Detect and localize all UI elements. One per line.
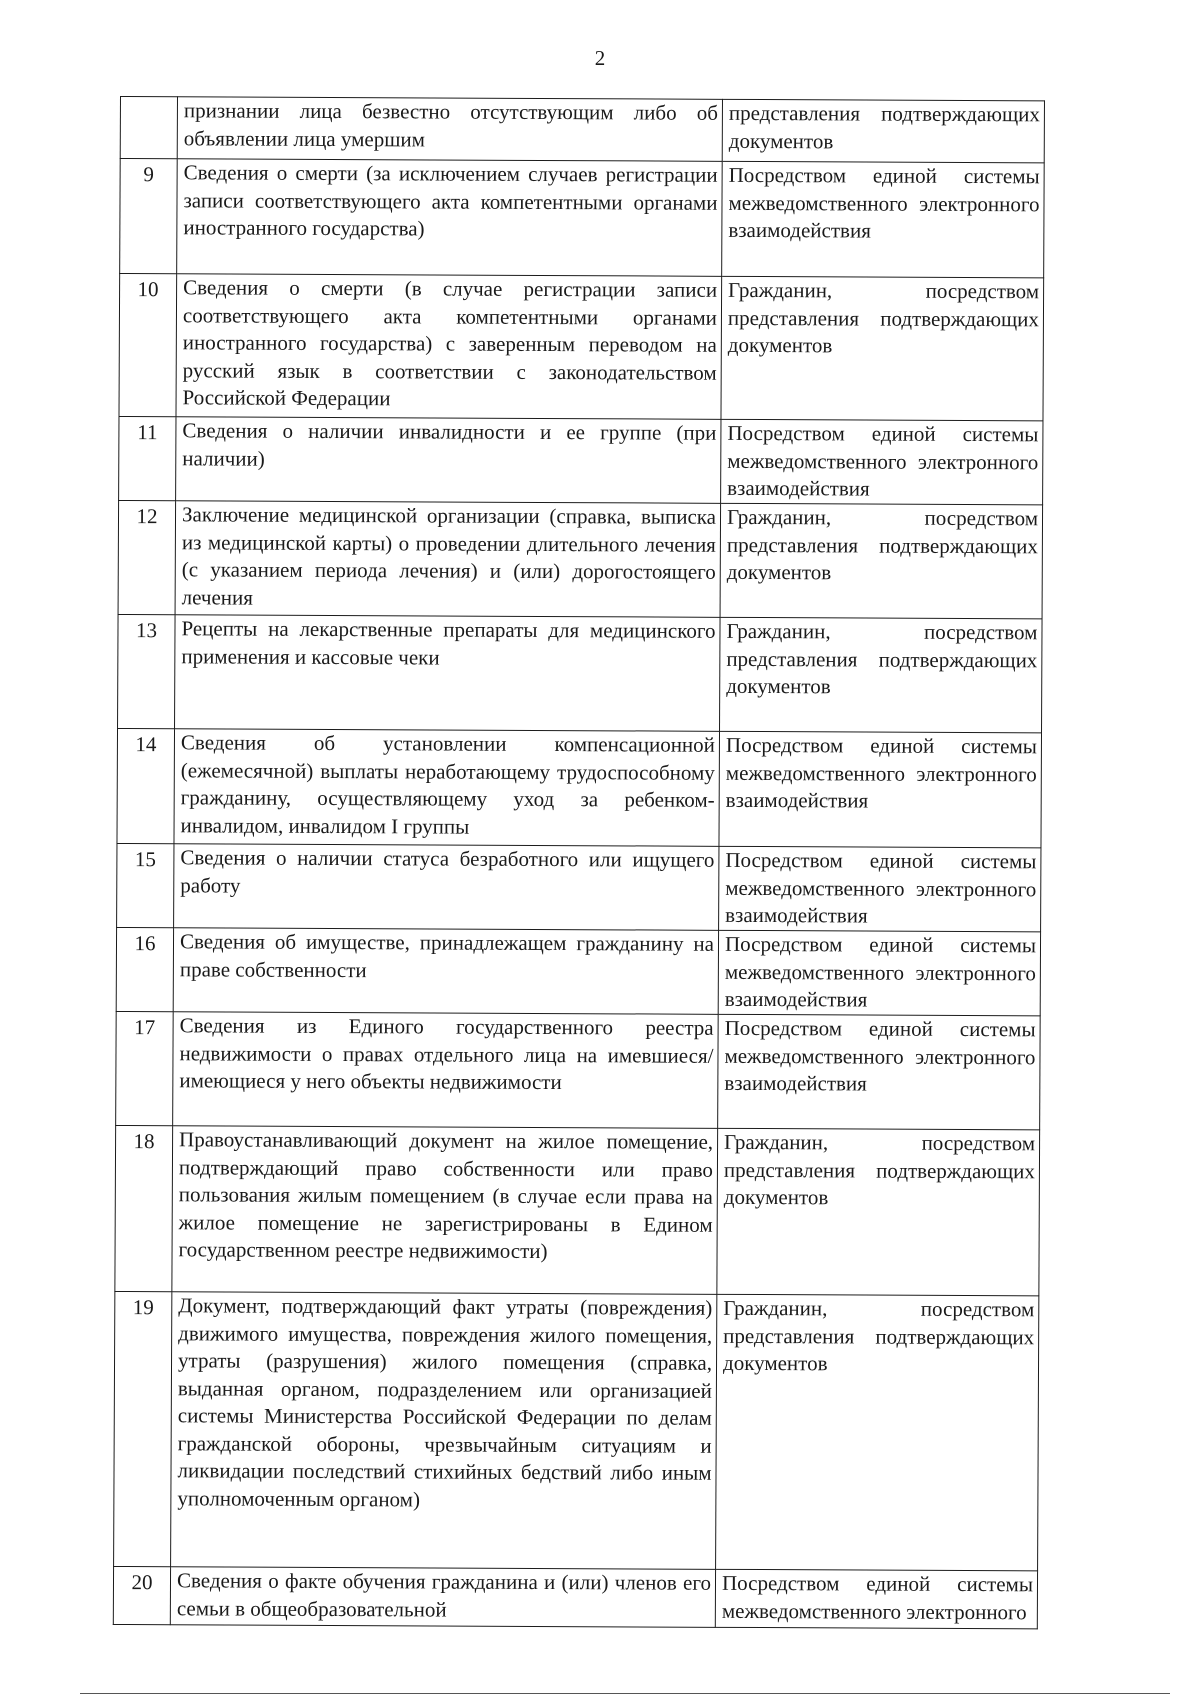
table-row [114, 1291, 1039, 1570]
documents-table [113, 96, 1045, 1629]
row-description: Документ, подтверждающий факт утраты (повреждения) движимого имущества, повреждения жилого помещения, утраты (разрушения) жилого помещения (справка, выданная органом, подразделением или организацией системы Министерства Российской Федерации по делам гражданской обороны, чрезвычайным ситуациям и ликвидации последствий стихийных бедствий либо иным уполномоченным органом) [171, 1292, 717, 1570]
row-source: Посредством единой системы межведомственного электронного взаимодействия [722, 161, 1045, 278]
row-number: 11 [119, 416, 176, 500]
row-description: Правоустанавливающий документ на жилое помещение, подтверждающий право собственности или право пользования жилым помещением (в случае если права на жилое помещение не зарегистрированы в Едином государственном реестре недвижимости) [172, 1126, 718, 1295]
table-row [118, 500, 1043, 618]
row-source: Гражданин, посредством представления подтверждающих документов [717, 1128, 1040, 1296]
row-source: Посредством единой системы межведомственного электронного взаимодействия [719, 846, 1041, 932]
table-row [119, 274, 1044, 421]
row-number: 12 [118, 500, 176, 614]
table-row [115, 1125, 1040, 1295]
table-row [120, 159, 1045, 278]
row-source: Посредством единой системы межведомственного электронного взаимодействия [718, 1014, 1041, 1130]
row-description: Сведения об установлении компенсационной (ежемесячной) выплаты неработающему трудоспособному гражданину, осуществляющему уход за ребенком-инвалидом, инвалидом I группы [174, 729, 720, 847]
row-number: 20 [113, 1566, 170, 1624]
row-source: представления подтверждающих документов [722, 99, 1044, 163]
row-number: 16 [116, 927, 173, 1011]
row-source: Посредством единой системы межведомственного электронного взаимодействия [721, 419, 1043, 505]
row-number: 17 [116, 1011, 174, 1125]
page-number: 2 [594, 46, 606, 70]
scan-edge-line [80, 1693, 1170, 1694]
table-row [116, 927, 1040, 1015]
row-number: 15 [117, 843, 174, 927]
row-number: 9 [120, 159, 178, 274]
table-row [117, 843, 1041, 931]
row-description: Сведения из Единого государственного реестра недвижимости о правах отдельного лица на имевшиеся/имеющиеся у него объекты недвижимости [173, 1012, 719, 1129]
row-source: Гражданин, посредством представления подтверждающих документов [716, 1294, 1039, 1571]
table-row [119, 416, 1043, 504]
table-row [118, 614, 1043, 732]
table-row [113, 1566, 1037, 1628]
table-row [116, 1011, 1041, 1129]
row-number: 10 [119, 274, 177, 417]
row-description: Сведения о факте обучения гражданина и (или) членов его семьи в общеобразовательной [170, 1567, 715, 1628]
row-description: Сведения о наличии инвалидности и ее группе (при наличии) [176, 417, 721, 504]
row-description: Сведения об имуществе, принадлежащем гражданину на праве собственности [173, 928, 718, 1015]
row-description: Сведения о наличии статуса безработного или ищущего работу [174, 844, 719, 931]
row-number: 18 [115, 1125, 173, 1291]
table-row [117, 728, 1042, 847]
row-number: 13 [118, 614, 176, 728]
row-description: Рецепты на лекарственные препараты для медицинского применения и кассовые чеки [175, 615, 721, 732]
row-source: Посредством единой системы межведомственного электронного взаимодействия [718, 930, 1040, 1016]
row-source: Гражданин, посредством представления подтверждающих документов [720, 503, 1043, 619]
row-description: Заключение медицинской организации (справка, выписка из медицинской карты) о проведении длительного лечения (с указанием периода лечения) и (или) дорогостоящего лечения [175, 501, 721, 618]
row-description: Сведения о смерти (в случае регистрации записи соответствующего акта компетентными органами иностранного государства) с заверенным переводом на русский язык в соответствии с законодательством Российской Федерации [176, 274, 722, 420]
row-number: 14 [117, 728, 175, 843]
row-source: Посредством единой системы межведомственного электронного [715, 1569, 1037, 1629]
row-number [120, 97, 177, 159]
table-row [120, 97, 1044, 163]
row-source: Гражданин, посредством представления подтверждающих документов [720, 617, 1043, 733]
row-description: признании лица безвестно отсутствующим либо об объявлении лица умершим [177, 97, 722, 162]
row-source: Посредством единой системы межведомственного электронного взаимодействия [719, 731, 1042, 848]
row-description: Сведения о смерти (за исключением случаев регистрации записи соответствующего акта компетентными органами иностранного государства) [177, 159, 723, 277]
row-source: Гражданин, посредством представления подтверждающих документов [721, 276, 1044, 421]
row-number: 19 [114, 1291, 172, 1566]
